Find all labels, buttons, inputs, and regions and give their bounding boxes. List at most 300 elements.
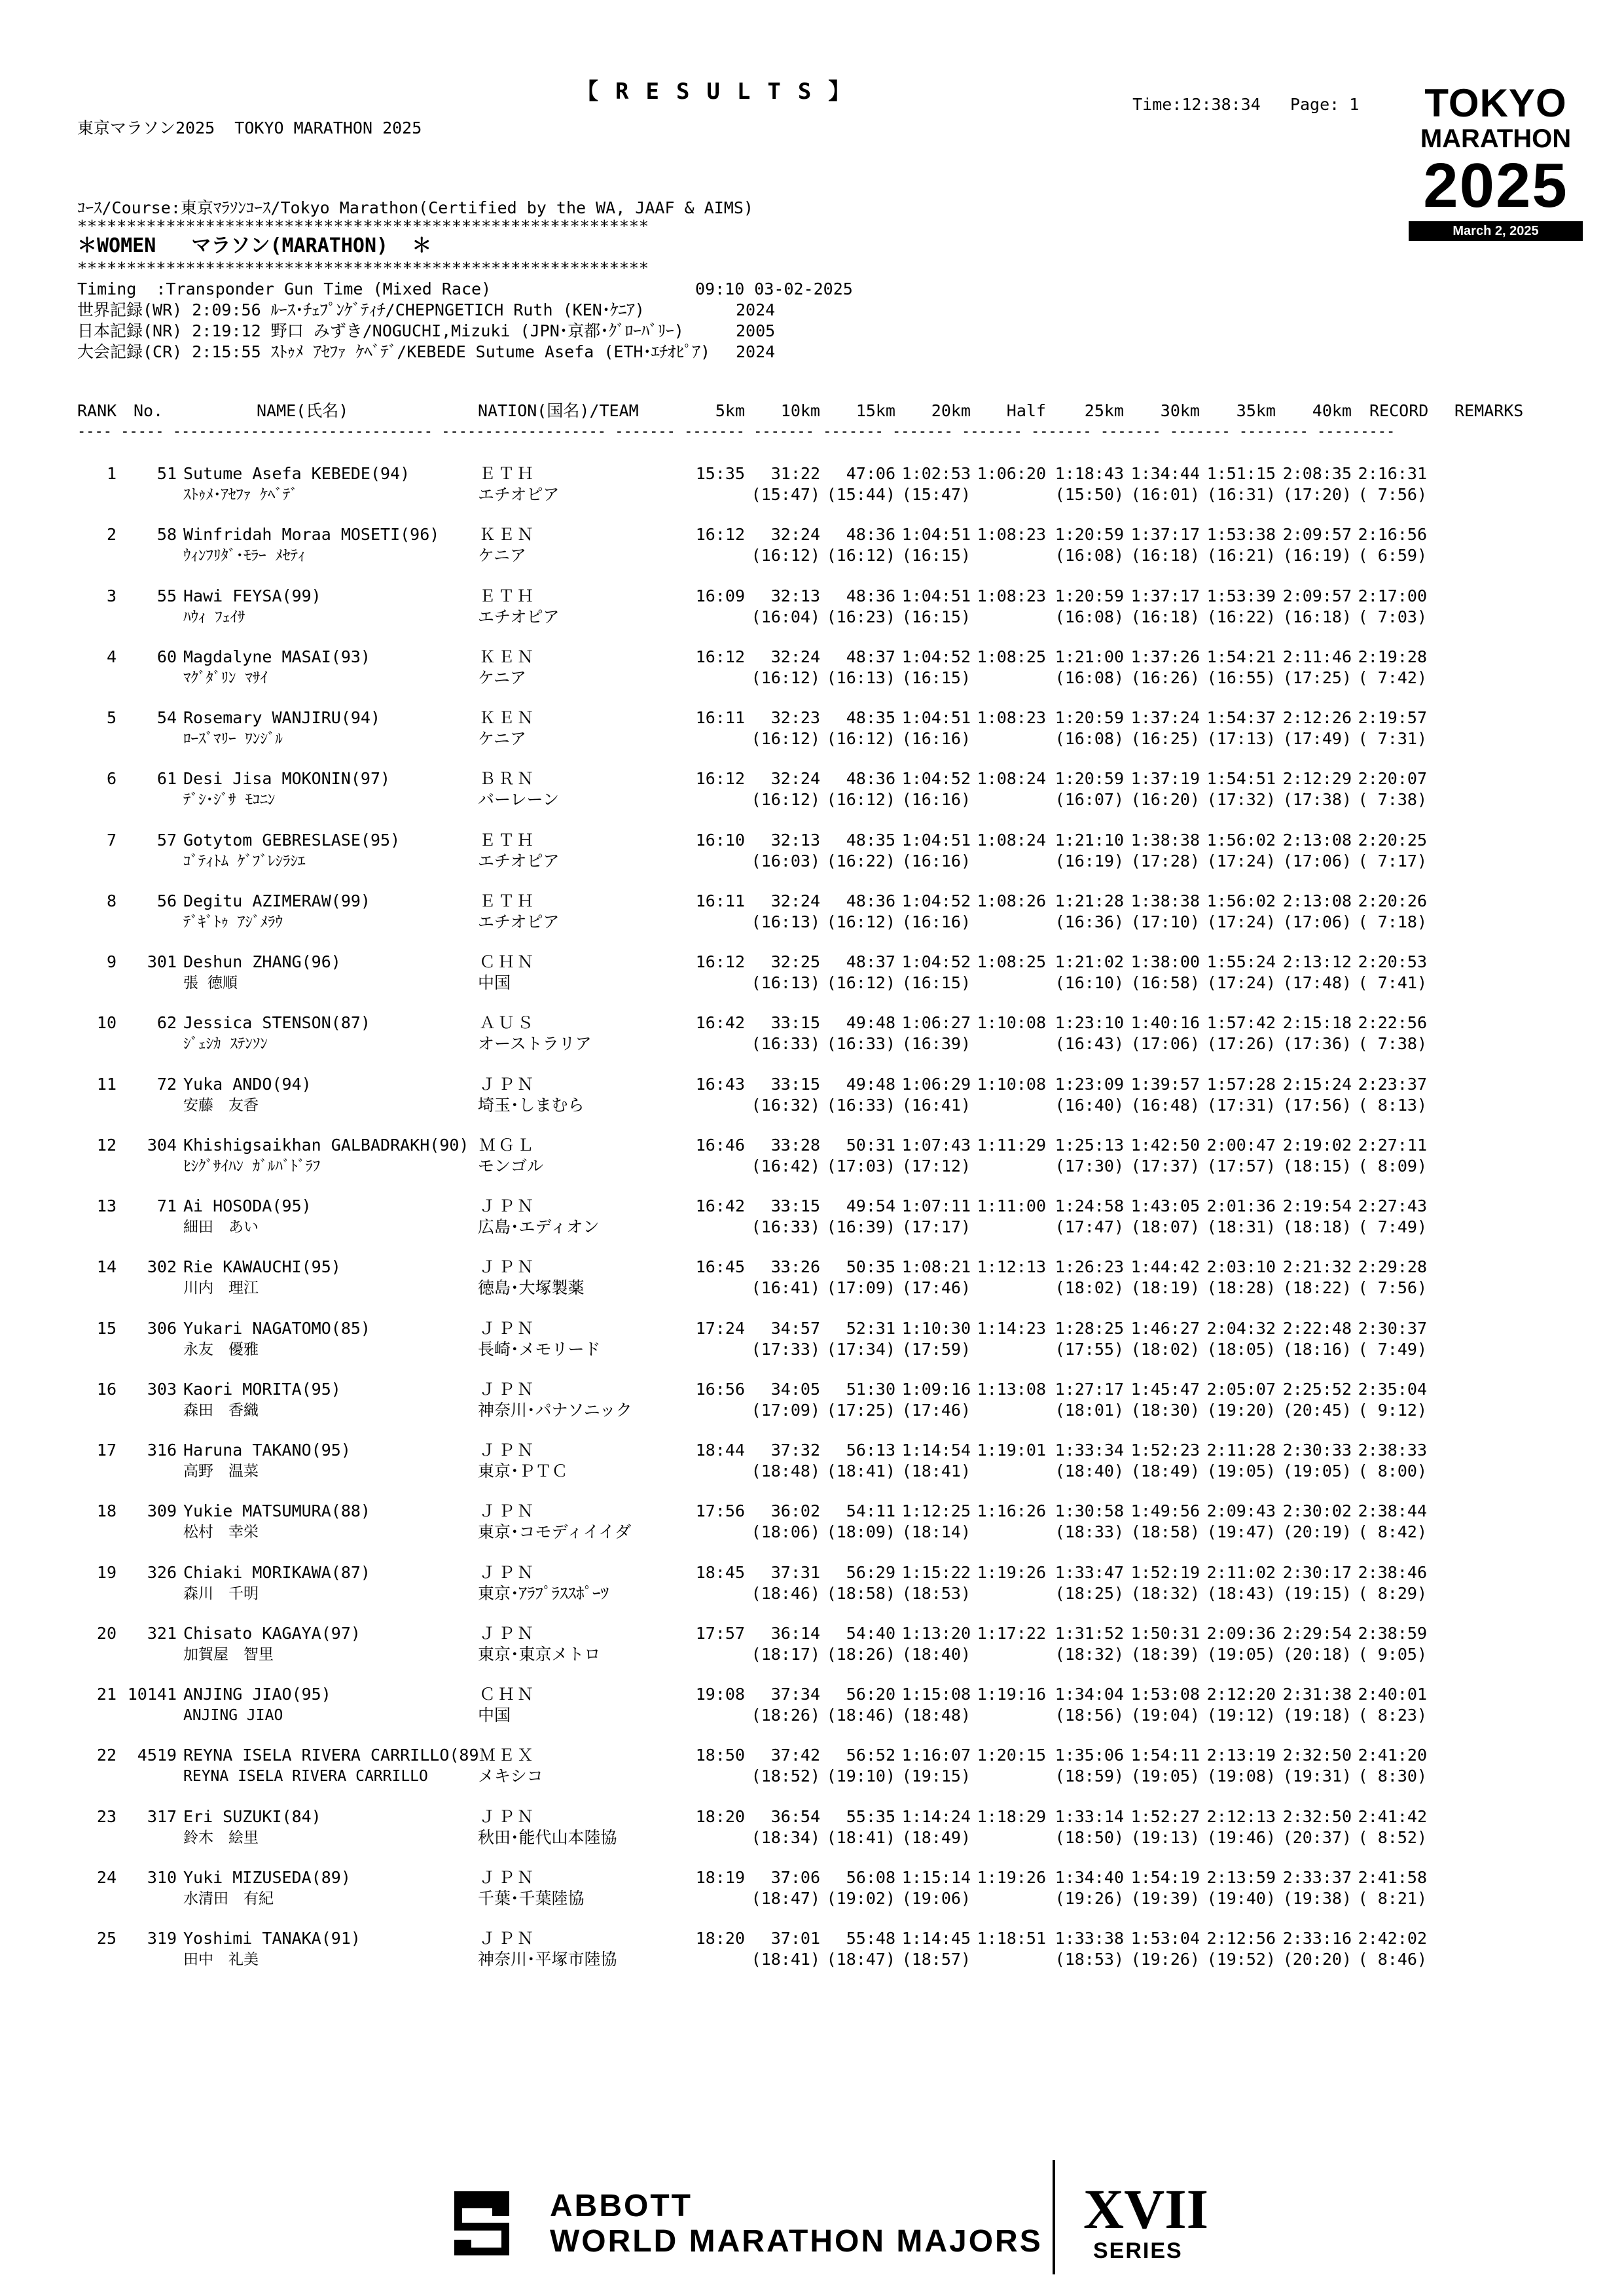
split-time: 2:29:54 [1282,1623,1352,1643]
lap-time: (16:12) [826,729,895,748]
result-row [0,586,1624,647]
lap-time: (16:18) [1130,607,1200,626]
column-underline: ---- ----- ------------------------------ ------------------- ------- ------- ------- ------- ------- ------- ------- ------- ------- -------- --------- [77,423,1396,440]
split-time: 2:11:28 [1206,1441,1276,1460]
split-time: 2:13:19 [1206,1746,1276,1765]
lap-time: (20:45) [1282,1400,1352,1420]
lap-time: (18:46) [826,1706,895,1725]
split-time: 1:12:13 [977,1257,1046,1277]
lap-time: (18:39) [1130,1644,1200,1664]
split-time: 1:16:26 [977,1501,1046,1521]
lap-time: (16:13) [751,973,820,992]
split-time: 1:25:13 [1055,1135,1124,1155]
split-time: 2:00:47 [1206,1135,1276,1155]
col-split-Half: Half [1006,401,1046,420]
lap-time: (18:41) [826,1462,895,1480]
athlete-name: REYNA ISELA RIVERA CARRILLO(89 [183,1746,479,1765]
result-row [0,708,1624,769]
lap-time: (17:24) [1206,851,1276,870]
bib-number: 319 [147,1929,177,1948]
lap-time: (16:15) [901,973,971,992]
lap-time: (19:31) [1282,1767,1352,1786]
split-time: 1:57:42 [1206,1013,1276,1033]
bib-number: 310 [147,1867,177,1887]
lap-time: (17:06) [1130,1034,1200,1054]
athlete-kana: ﾛｰｽﾞﾏﾘｰ ﾜﾝｼﾞﾙ [183,730,283,747]
lap-time: (17:47) [1055,1217,1124,1236]
split-time: 32:24 [770,769,820,789]
bib-number: 51 [156,464,177,483]
split-time: 1:37:26 [1130,647,1200,666]
result-row [0,1684,1624,1746]
split-time: 1:04:51 [901,830,971,850]
split-time: 2:13:08 [1282,891,1352,910]
lap-time: (17:38) [1282,790,1352,810]
abbott-logo-icon [445,2185,518,2262]
nation-code: ＪＰＮ [479,1379,537,1399]
split-time: 2:01:36 [1206,1196,1276,1215]
col-split-15km: 15km [856,401,895,420]
lap-time: (16:01) [1130,485,1200,504]
split-time: 1:34:44 [1130,464,1200,483]
lap-time: (16:33) [826,1095,895,1115]
bib-number: 326 [147,1562,177,1582]
lap-time: (18:09) [826,1522,895,1542]
lap-time: (19:26) [1130,1950,1200,1969]
col-name: NAME(氏名) [257,401,349,420]
lap-time: (18:40) [1055,1462,1124,1480]
lap-time: (16:12) [826,790,895,810]
finish-record: 2:38:44 [1358,1501,1427,1521]
athlete-name: Eri SUZUKI(84) [183,1806,321,1826]
split-time: 19:08 [695,1685,745,1704]
split-time: 51:30 [846,1379,895,1399]
bib-number: 71 [156,1196,177,1215]
split-time: 1:09:16 [901,1379,971,1399]
lap-time: (18:25) [1055,1583,1124,1603]
team-name: 東京･東京メトロ [478,1644,601,1664]
lap-time: (15:44) [826,485,895,504]
bib-number: 72 [156,1074,177,1094]
lap-time: (18:30) [1130,1400,1200,1420]
lap-time: (16:18) [1282,607,1352,626]
split-time: 1:08:23 [977,586,1046,605]
split-time: 1:26:23 [1055,1257,1124,1277]
lap-time: (16:15) [901,668,971,687]
lap-time: (16:12) [751,790,820,810]
rank: 13 [96,1196,117,1215]
lap-time: (16:40) [1055,1095,1124,1115]
split-time: 1:53:04 [1130,1929,1200,1948]
split-time: 1:20:59 [1055,586,1124,605]
split-time: 1:50:31 [1130,1623,1200,1643]
finish-record: 2:20:25 [1358,830,1427,850]
split-time: 1:18:51 [977,1929,1046,1948]
lap-time: (19:18) [1282,1706,1352,1725]
footer-sponsor [445,2160,1209,2274]
split-time: 32:24 [770,891,820,910]
split-time: 2:13:59 [1206,1867,1276,1887]
course-line: ｺｰｽ/Course:東京ﾏﾗｿﾝｺｰｽ/Tokyo Marathon(Certified by the WA, JAAF & AIMS) [77,198,753,217]
split-time: 1:53:08 [1130,1685,1200,1704]
wmm-line-2: WORLD MARATHON MAJORS [550,2224,1043,2259]
lap-time: (18:19) [1130,1278,1200,1298]
lap-time: (17:06) [1282,851,1352,870]
lap-time: (18:41) [826,1827,895,1847]
bib-number: 316 [147,1441,177,1460]
lap-time: (18:33) [1055,1522,1124,1542]
print-time [1113,76,1359,114]
split-time: 2:30:02 [1282,1501,1352,1521]
lap-time: (18:59) [1055,1767,1124,1786]
nation-code: ＥＴＨ [479,891,537,910]
split-time: 2:32:50 [1282,1746,1352,1765]
athlete-kana: ﾃﾞｼ･ｼﾞｻ ﾓｺﾆﾝ [183,791,276,809]
lap-time: (18:57) [901,1950,971,1969]
lap-time: (18:58) [1130,1522,1200,1542]
lap-time: (16:15) [901,546,971,565]
team-name: ケニア [478,546,527,565]
split-time: 1:20:59 [1055,769,1124,789]
split-time: 34:05 [770,1379,820,1399]
split-time: 16:46 [695,1135,745,1155]
rank: 8 [106,891,117,910]
split-time: 1:34:40 [1055,1867,1124,1887]
lap-time: (18:56) [1055,1706,1124,1725]
split-time: 2:13:08 [1282,830,1352,850]
last-lap: ( 7:17) [1358,851,1427,870]
split-time: 49:54 [846,1196,895,1215]
split-time: 16:09 [695,586,745,605]
lap-time: (17:48) [1282,973,1352,992]
bib-number: 55 [156,586,177,605]
result-row [0,1135,1624,1196]
wmm-wordmark [550,2189,1043,2259]
athlete-kana: ﾏｸﾞﾀﾞﾘﾝ ﾏｻｲ [183,669,268,687]
nation-code: ＪＰＮ [479,1318,537,1338]
result-row [0,768,1624,830]
lap-time: (17:46) [901,1278,971,1298]
footer-divider [1053,2160,1055,2274]
split-time: 17:24 [695,1318,745,1338]
athlete-kana: 細田 あい [183,1219,259,1236]
split-time: 32:23 [770,708,820,727]
split-time: 56:13 [846,1441,895,1460]
split-time: 15:35 [695,464,745,483]
rank: 17 [96,1441,117,1460]
split-time: 18:20 [695,1929,745,1948]
lap-time: (19:15) [901,1767,971,1786]
split-time: 2:12:20 [1206,1685,1276,1704]
last-lap: ( 7:31) [1358,729,1427,748]
lap-time: (20:20) [1282,1950,1352,1969]
col-split-30km: 30km [1160,401,1200,420]
split-time: 16:12 [695,769,745,789]
split-time: 1:19:26 [977,1867,1046,1887]
wmm-line-1: ABBOTT [550,2189,693,2223]
bib-number: 58 [156,525,177,545]
split-time: 1:33:38 [1055,1929,1124,1948]
last-lap: ( 8:29) [1358,1583,1427,1603]
split-time: 1:33:47 [1055,1562,1124,1582]
team-name: バーレーン [478,790,560,810]
team-name: 埼玉･しまむら [478,1095,585,1115]
lap-time: (18:28) [1206,1278,1276,1298]
split-time: 1:08:26 [977,891,1046,910]
lap-time: (18:50) [1055,1827,1124,1847]
lap-time: (16:15) [901,607,971,626]
team-name: 神奈川･パナソニック [478,1400,632,1420]
athlete-kana: 松村 幸栄 [183,1524,259,1541]
athlete-kana: 水清田 有紀 [183,1890,274,1907]
split-time: 1:06:27 [901,1013,971,1033]
lap-time: (19:05) [1282,1462,1352,1480]
event-name: 東京マラソン2025 TOKYO MARATHON 2025 [77,118,422,137]
lap-time: (17:25) [1282,668,1352,687]
split-time: 1:55:24 [1206,952,1276,971]
result-row [0,1501,1624,1562]
bib-number: 302 [147,1257,177,1277]
split-time: 1:57:28 [1206,1074,1276,1094]
lap-time: (16:16) [901,912,971,931]
lap-time: (16:08) [1055,546,1124,565]
col-rank: RANK [77,401,117,420]
nation-code: ＪＰＮ [479,1867,537,1887]
lap-time: (20:37) [1282,1827,1352,1847]
split-time: 1:43:05 [1130,1196,1200,1215]
col-split-25km: 25km [1084,401,1124,420]
split-time: 2:19:02 [1282,1135,1352,1155]
split-time: 1:23:09 [1055,1074,1124,1094]
split-time: 1:06:20 [977,464,1046,483]
split-time: 1:54:37 [1206,708,1276,727]
result-row [0,1745,1624,1806]
split-time: 36:54 [770,1806,820,1826]
rank: 4 [106,647,117,666]
last-lap: ( 7:49) [1358,1339,1427,1359]
split-time: 2:22:48 [1282,1318,1352,1338]
last-lap: ( 7:49) [1358,1217,1427,1236]
athlete-name: Haruna TAKANO(95) [183,1441,351,1460]
split-time: 36:02 [770,1501,820,1521]
split-time: 1:08:21 [901,1257,971,1277]
col-record: RECORD [1369,401,1429,420]
split-time: 1:38:38 [1130,830,1200,850]
lap-time: (18:18) [1282,1217,1352,1236]
athlete-kana: 高野 温菜 [183,1463,259,1480]
split-time: 2:31:38 [1282,1685,1352,1704]
athlete-kana: ANJING JIAO [183,1707,283,1724]
split-time: 1:37:24 [1130,708,1200,727]
split-time: 1:08:25 [977,647,1046,666]
split-time: 1:54:11 [1130,1746,1200,1765]
nation-code: ＥＴＨ [479,830,537,850]
split-time: 1:18:43 [1055,464,1124,483]
lap-time: (15:47) [751,485,820,504]
split-time: 48:37 [846,952,895,971]
finish-record: 2:20:53 [1358,952,1427,971]
split-time: 16:43 [695,1074,745,1094]
nation-code: ＪＰＮ [479,1929,537,1948]
lap-time: (16:23) [826,607,895,626]
lap-time: (16:08) [1055,729,1124,748]
lap-time: (17:31) [1206,1095,1276,1115]
team-name: 神奈川･平塚市陸協 [478,1950,617,1969]
split-time: 16:11 [695,708,745,727]
lap-time: (16:48) [1130,1095,1200,1115]
lap-time: (19:13) [1130,1827,1200,1847]
split-time: 1:52:23 [1130,1441,1200,1460]
nation-code: ＪＰＮ [479,1623,537,1643]
athlete-kana: 張 徳順 [183,975,238,992]
lap-time: (18:49) [1130,1462,1200,1480]
team-name: メキシコ [478,1767,543,1786]
split-time: 33:15 [770,1196,820,1215]
separator-stars-bottom: ********************************************************** [77,259,649,278]
nation-code: ＪＰＮ [479,1074,537,1094]
split-time: 1:52:19 [1130,1562,1200,1582]
bib-number: 306 [147,1318,177,1338]
col-split-40km: 40km [1312,401,1352,420]
page-title: 【RESULTS】 [576,79,868,105]
split-time: 33:15 [770,1074,820,1094]
lap-time: (16:16) [901,729,971,748]
athlete-kana: REYNA ISELA RIVERA CARRILLO [183,1768,428,1785]
finish-record: 2:41:20 [1358,1746,1427,1765]
team-name: 中国 [478,973,511,992]
split-time: 55:35 [846,1806,895,1826]
last-lap: ( 7:03) [1358,607,1427,626]
athlete-name: ANJING JIAO(95) [183,1685,331,1704]
last-lap: ( 8:30) [1358,1767,1427,1786]
finish-record: 2:19:57 [1358,708,1427,727]
logo-line-1: TOKYO [1424,81,1567,125]
athlete-kana: ﾃﾞｷﾞﾄｩ ｱｼﾞﾒﾗｳ [183,913,283,931]
lap-time: (16:13) [751,912,820,931]
split-time: 1:14:23 [977,1318,1046,1338]
split-time: 18:50 [695,1746,745,1765]
lap-time: (16:12) [826,973,895,992]
lap-time: (18:47) [751,1888,820,1908]
split-time: 56:29 [846,1562,895,1582]
split-time: 48:35 [846,708,895,727]
lap-time: (16:39) [901,1034,971,1054]
split-time: 2:30:33 [1282,1441,1352,1460]
athlete-kana: ｽﾄｩﾒ･ｱｾﾌｧ ｹﾍﾞﾃﾞ [183,486,298,503]
lap-time: (16:31) [1206,485,1276,504]
split-time: 48:36 [846,891,895,910]
bib-number: 304 [147,1135,177,1155]
rank: 9 [106,952,117,971]
lap-time: (16:08) [1055,607,1124,626]
result-row [0,1867,1624,1929]
nation-code: ＪＰＮ [479,1562,537,1582]
split-time: 16:11 [695,891,745,910]
rank: 3 [106,586,117,605]
last-lap: ( 7:41) [1358,973,1427,992]
team-name: エチオピア [478,851,560,870]
national-record: 日本記録(NR) 2:19:12 野口 みずき/NOGUCHI,Mizuki (JPN･京都･ｸﾞﾛｰﾊﾞﾘｰ) [77,321,684,340]
split-time: 33:15 [770,1013,820,1033]
result-row [0,1440,1624,1501]
lap-time: (16:12) [751,546,820,565]
split-time: 1:12:25 [901,1501,971,1521]
athlete-name: Chisato KAGAYA(97) [183,1623,361,1643]
split-time: 1:15:08 [901,1685,971,1704]
lap-time: (18:16) [1282,1339,1352,1359]
split-time: 56:20 [846,1685,895,1704]
split-time: 2:09:36 [1206,1623,1276,1643]
athlete-kana: 安藤 友香 [183,1096,259,1114]
lap-time: (17:25) [826,1400,895,1420]
split-time: 1:19:01 [977,1441,1046,1460]
split-time: 1:14:45 [901,1929,971,1948]
logo-line-2: MARATHON [1420,124,1572,153]
lap-time: (19:05) [1206,1462,1276,1480]
team-name: 中国 [478,1706,511,1725]
split-time: 1:20:59 [1055,525,1124,545]
lap-time: (17:06) [1282,912,1352,931]
team-name: モンゴル [478,1156,544,1175]
finish-record: 2:16:56 [1358,525,1427,545]
lap-time: (19:15) [1282,1583,1352,1603]
split-time: 48:37 [846,647,895,666]
split-time: 55:48 [846,1929,895,1948]
split-time: 2:03:10 [1206,1257,1276,1277]
team-name: エチオピア [478,607,560,626]
split-time: 37:06 [770,1867,820,1887]
split-time: 1:30:58 [1055,1501,1124,1521]
athlete-name: Khishigsaikhan GALBADRAKH(90) [183,1135,469,1155]
split-time: 2:09:57 [1282,586,1352,605]
last-lap: ( 7:18) [1358,912,1427,931]
lap-time: (17:32) [1206,790,1276,810]
split-time: 48:36 [846,525,895,545]
split-time: 2:32:50 [1282,1806,1352,1826]
split-time: 16:42 [695,1013,745,1033]
lap-time: (17:09) [751,1400,820,1420]
split-time: 1:34:04 [1055,1685,1124,1704]
lap-time: (16:07) [1055,790,1124,810]
split-time: 32:13 [770,586,820,605]
lap-time: (17:03) [826,1156,895,1175]
athlete-kana: 鈴木 絵里 [183,1829,259,1846]
lap-time: (16:08) [1055,668,1124,687]
lap-time: (17:56) [1282,1095,1352,1115]
split-time: 1:19:26 [977,1562,1046,1582]
finish-record: 2:41:42 [1358,1806,1427,1826]
col-remarks: REMARKS [1454,401,1524,420]
rank: 20 [96,1623,117,1643]
split-time: 16:42 [695,1196,745,1215]
split-time: 1:10:30 [901,1318,971,1338]
category-title: ＊WOMEN マラソン(MARATHON) ＊ [77,234,432,257]
split-time: 32:13 [770,830,820,850]
page-number: Page: 1 [1290,95,1360,114]
split-time: 2:12:29 [1282,769,1352,789]
split-time: 2:04:32 [1206,1318,1276,1338]
lap-time: (17:30) [1055,1156,1124,1175]
lap-time: (16:18) [1130,546,1200,565]
last-lap: ( 7:38) [1358,1034,1427,1054]
split-time: 2:05:07 [1206,1379,1276,1399]
finish-record: 2:29:28 [1358,1257,1427,1277]
split-time: 1:27:17 [1055,1379,1124,1399]
split-time: 50:31 [846,1135,895,1155]
split-time: 50:35 [846,1257,895,1277]
nation-code: ＣＨＮ [479,1685,537,1704]
team-name: 秋田･能代山本陸協 [478,1827,617,1847]
